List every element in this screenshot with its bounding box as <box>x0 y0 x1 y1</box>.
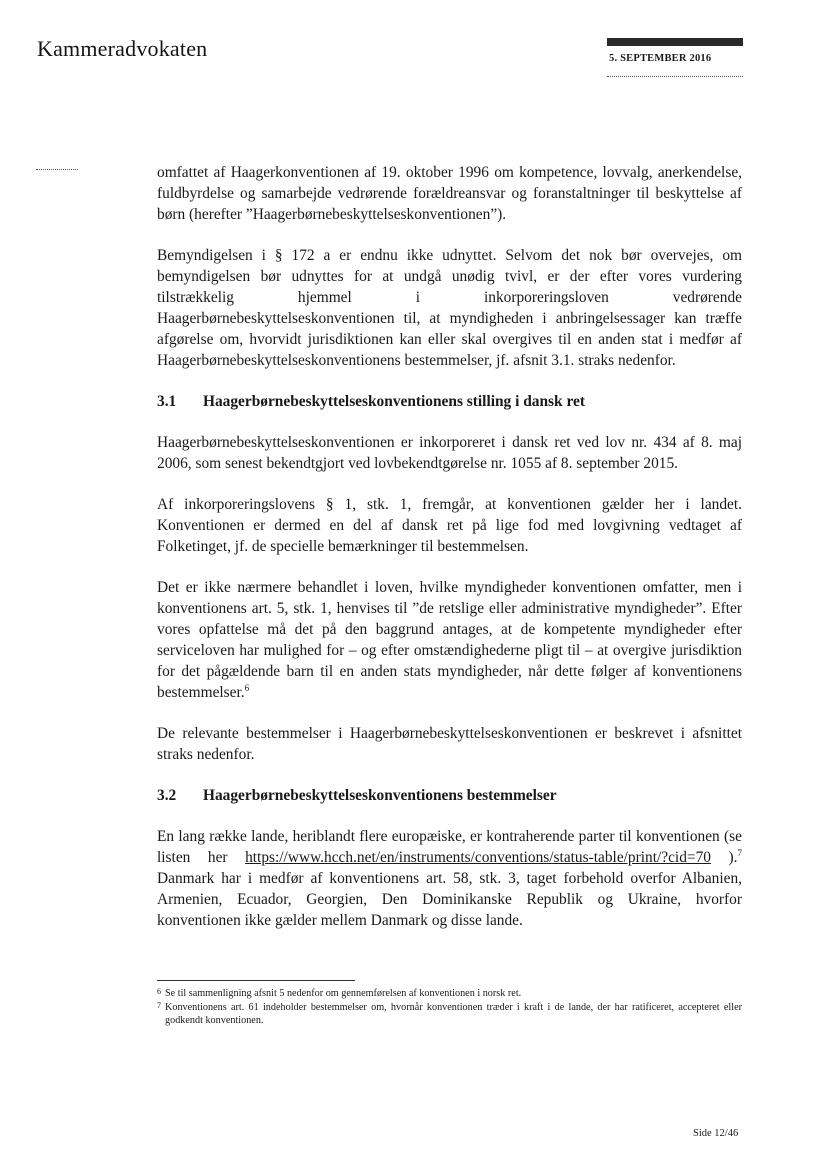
paragraph-text: Det er ikke nærmere behandlet i loven, hvilke myndigheder konventionen omfatter, men i konventionens art. 5, stk. 1, henvises til ”de retslige eller administrative myndigheder”. Efter vores opfattelse må det på den baggrund antages, at de kompetente myndigheder efter serviceloven har mulighed for – og efter omstændighederne pligt til – at overgive jurisdiktion for det pågældende barn til en anden stats myndigheder, når dette følger af konventionens bestemmelser. <box>157 579 742 701</box>
paragraph <box>157 577 742 703</box>
footnotes <box>157 987 742 1028</box>
paragraph-text: En lang række lande, heriblandt flere europæiske, er kontraherende parter til konventionen (se listen her <box>157 828 742 866</box>
header-bar <box>607 38 743 46</box>
status-table-link[interactable]: https://www.hcch.net/en/instruments/conventions/status-table/print/?cid=70 <box>245 849 711 866</box>
paragraph: Af inkorporeringslovens § 1, stk. 1, fremgår, at konventionen gælder her i landet. Konventionen er dermed en del af dansk ret på lige fod med lovgivning vedtaget af Folketinget, jf. de specielle bemærkninger til bestemmelsen. <box>157 496 742 555</box>
header-date: 5. SEPTEMBER 2016 <box>609 53 712 64</box>
paragraph <box>157 826 742 931</box>
paragraph: Haagerbørnebeskyttelseskonventionen er inkorporeret i dansk ret ved lov nr. 434 af 8. maj 2006, som senest bekendtgjort ved lovbekendtgørelse nr. 1055 af 8. september 2015. <box>157 434 742 472</box>
section-number: 3.1 <box>157 393 177 410</box>
header-divider <box>607 76 743 77</box>
footnote <box>157 1001 742 1027</box>
section-title: Haagerbørnebeskyttelseskonventionens stilling i dansk ret <box>203 393 585 410</box>
page-number: Side 12/46 <box>693 1128 739 1139</box>
footnote <box>157 987 742 1000</box>
firm-name: Kammeradvokaten <box>37 36 208 61</box>
section-number: 3.2 <box>157 787 177 804</box>
footnote-ref[interactable]: 7 <box>737 847 742 858</box>
section-heading-3-1 <box>157 391 742 412</box>
footnote-ref[interactable]: 6 <box>244 682 250 693</box>
paragraph-text: Danmark har i medfør af konventionens art. 58, stk. 3, taget forbehold overfor Albanien, Armenien, Ecuador, Georgien, Den Dominikanske Republik og Ukraine, hvorfor konventionen ikke gælder mellem Danmark og disse lande. <box>157 870 742 929</box>
section-heading-3-2 <box>157 785 742 806</box>
footnote-number: 7 <box>157 1001 161 1010</box>
paragraph-text: ). <box>710 849 738 866</box>
paragraph: omfattet af Haagerkonventionen af 19. oktober 1996 om kompetence, lovvalg, anerkendelse, fuldbyrdelse og samarbejde vedrørende forældreansvar og foranstaltninger til beskyttelse af børn (herefter ”Haagerbørnebeskyttelseskonventionen”). <box>157 164 742 223</box>
footnote-text: Konventionens art. 61 indeholder bestemmelser om, hvornår konventionen træder i kraft i de lande, der har ratificeret, accepteret eller godkendt konventionen. <box>165 1002 742 1026</box>
paragraph: Bemyndigelsen i § 172 a er endnu ikke udnyttet. Selvom det nok bør overvejes, om bemyndigelsen bør udnyttes for at undgå unødig tvivl, er der efter vores vurdering tilstrækkelig hjemmel i inkorporeringsloven vedrørende Haagerbørnebeskyttelseskonventionen til, at myndigheden i anbringelsessager kan træffe afgørelse om, hvorvidt jurisdiktionen kan eller skal overgives til en anden stat i medfør af Haagerbørnebeskyttelseskonventionens bestemmelser, jf. afsnit 3.1. straks nedenfor. <box>157 247 742 369</box>
paragraph: De relevante bestemmelser i Haagerbørnebeskyttelseskonventionen er beskrevet i afsnittet straks nedenfor. <box>157 725 742 763</box>
footnote-number: 6 <box>157 987 161 996</box>
footnote-separator <box>157 980 355 981</box>
main-content <box>157 162 742 951</box>
section-title: Haagerbørnebeskyttelseskonventionens bestemmelser <box>203 787 557 804</box>
footnote-text: Se til sammenligning afsnit 5 nedenfor om gennemførelsen af konventionen i norsk ret. <box>165 988 522 999</box>
margin-marker <box>36 169 78 170</box>
